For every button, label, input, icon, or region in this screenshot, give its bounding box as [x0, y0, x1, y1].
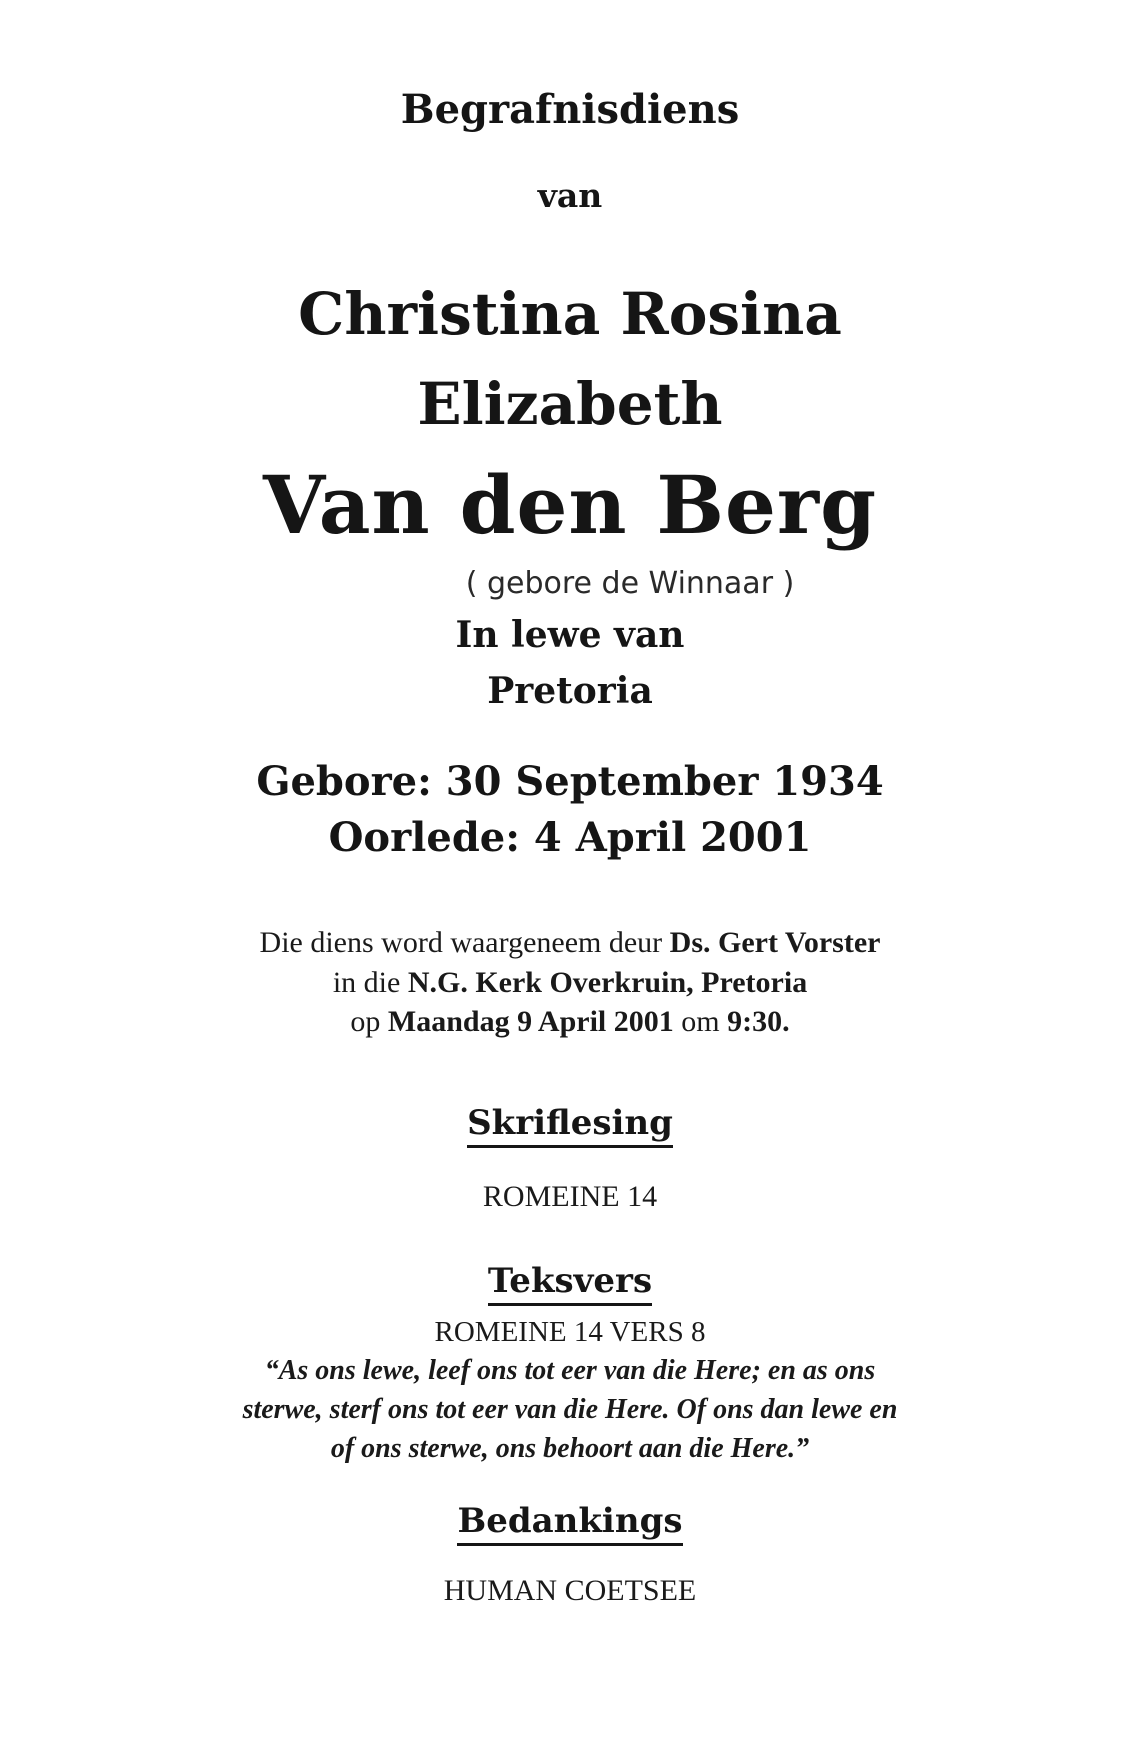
- service-officiant-line: [0, 926, 1140, 960]
- scripture-reading-heading: Skriflesing: [467, 1104, 673, 1148]
- deceased-middle-name: Elizabeth: [417, 370, 723, 438]
- scripture-reference: ROMEINE 14: [482, 1180, 658, 1213]
- thanks-name: HUMAN COETSEE: [443, 1574, 697, 1607]
- birth-date: Gebore: 30 September 1934: [256, 758, 884, 805]
- service-date: Maandag 9 April 2001: [387, 1005, 674, 1038]
- deceased-first-names: Christina Rosina: [298, 280, 842, 348]
- minister-name: Ds. Gert Vorster: [669, 926, 881, 959]
- text-verse-section: [0, 1262, 1140, 1306]
- service-church-prefix: in die: [332, 966, 408, 999]
- verse-quote-line-3: of ons sterwe, ons behoort aan die Here.”: [330, 1433, 810, 1464]
- residence-label: In lewe van: [455, 614, 685, 656]
- deceased-surname: Van den Berg: [262, 458, 878, 552]
- thanks-section: [0, 1502, 1140, 1546]
- text-verse-reference: ROMEINE 14 VERS 8: [434, 1316, 706, 1348]
- church-name: N.G. Kerk Overkruin, Pretoria: [407, 966, 808, 999]
- service-time-prefix: om: [673, 1005, 728, 1038]
- service-datetime-line: [0, 1005, 1140, 1039]
- scripture-reading-section: [0, 1104, 1140, 1148]
- verse-quote-line-2: sterwe, sterf ons tot eer van die Here. Of ons dan lewe en: [242, 1394, 898, 1425]
- thanks-heading: Bedankings: [457, 1502, 682, 1546]
- service-date-prefix: op: [350, 1005, 388, 1038]
- verse-quote-line-1: “As ons lewe, leef ons tot eer van die Here; en as ons: [264, 1355, 876, 1386]
- service-officiant-prefix: Die diens word waargeneem deur: [259, 926, 670, 959]
- handwritten-note-text: ( gebore de Winnaar ): [465, 566, 795, 601]
- handwritten-maiden-name-note: [330, 548, 930, 618]
- van-label: van: [537, 176, 603, 215]
- service-church-line: [0, 966, 1140, 1000]
- text-verse-heading: Teksvers: [488, 1262, 652, 1306]
- residence-place: Pretoria: [487, 670, 653, 712]
- document-title: Begrafnisdiens: [400, 86, 740, 133]
- service-time: 9:30.: [727, 1005, 790, 1038]
- death-date: Oorlede: 4 April 2001: [328, 814, 812, 861]
